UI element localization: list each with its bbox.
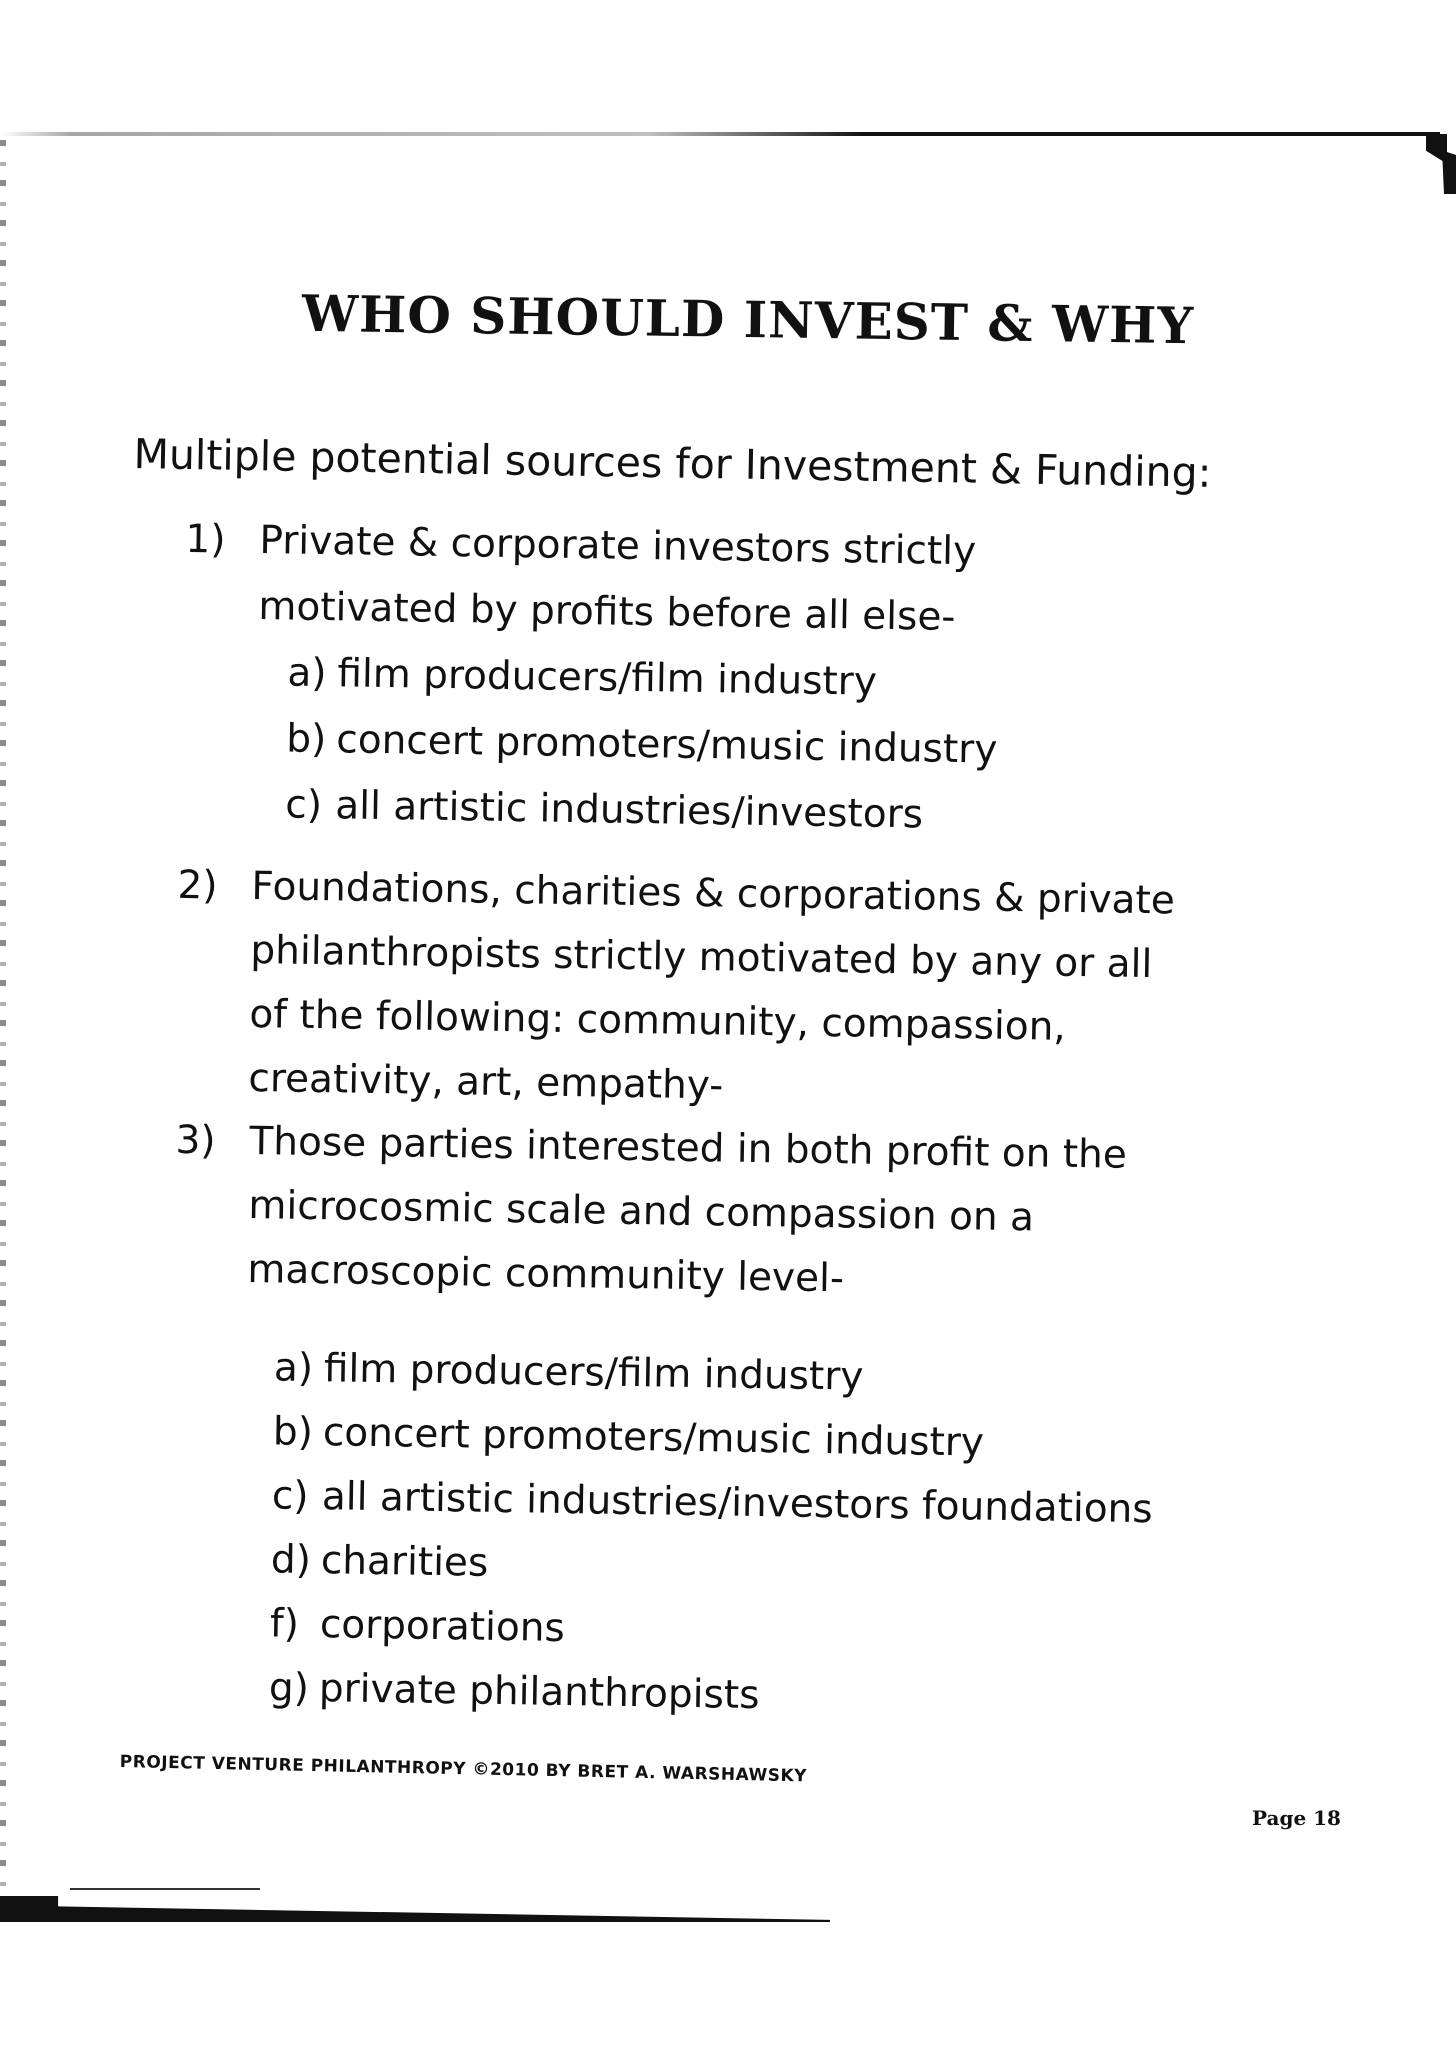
sublist-letter: b) (272, 1409, 314, 1456)
list-item-3 (175, 1110, 1159, 1316)
list-item-line: creativity, art, empathy- (248, 1055, 724, 1109)
scan-edge-bottom (0, 1896, 830, 1922)
scan-edge-corner (1426, 134, 1456, 194)
scan-edge-bottom-line (70, 1888, 260, 1890)
sublist-letter: b) (286, 716, 327, 763)
sublist (255, 640, 999, 850)
sublist-letter: a) (287, 650, 327, 697)
intro-text: Multiple potential sources for Investment & Funding: (133, 430, 1212, 497)
sublist-letter: g) (268, 1665, 310, 1711)
footer-credit: PROJECT VENTURE PHILANTHROPY ©2010 BY BRET A. WARSHAWSKY (119, 1752, 808, 1787)
list-item-line: macroscopic community level- (247, 1246, 845, 1302)
sublist-text: all artistic industries/investors foundations (321, 1474, 1154, 1533)
sublist-text: concert promoters/music industry (322, 1410, 985, 1466)
list-item-number: 2) (177, 862, 218, 909)
list-section-2 (177, 855, 1176, 1125)
sublist (240, 1336, 1155, 1734)
list-item-2 (177, 855, 1176, 1125)
sublist-text: all artistic industries/investors (334, 783, 924, 838)
list-item-1 (185, 508, 1001, 652)
sublist-item (287, 640, 999, 717)
list-section-3 (175, 1110, 1158, 1734)
sublist-letter: c) (284, 782, 323, 829)
list-item-line: motivated by profits before all else- (258, 583, 956, 640)
list-item-number: 1) (185, 516, 226, 563)
scan-edge-top (0, 132, 1440, 136)
sublist-text: film producers/film industry (323, 1346, 864, 1400)
sublist-item (286, 706, 998, 783)
sublist-item (285, 772, 997, 849)
scan-edge-left (0, 140, 6, 1900)
list-section-1 (185, 508, 1001, 850)
list-item-line: Those parties interested in both profit on the (249, 1118, 1128, 1178)
sublist-text: concert promoters/music industry (336, 717, 998, 773)
list-item-line: of the following: community, compassion, (249, 991, 1067, 1050)
sublist-text: charities (320, 1538, 489, 1586)
list-item-line: Private & corporate investors strictly (259, 517, 977, 575)
sublist-letter: f) (269, 1601, 300, 1647)
sublist-text: film producers/film industry (337, 651, 878, 705)
sublist-text: private philanthropists (318, 1666, 760, 1719)
sublist-text: corporations (319, 1602, 566, 1652)
list-item-line: philanthropists strictly motivated by any or all (250, 927, 1153, 988)
sublist-item (268, 1656, 1150, 1734)
list-item-line: Foundations, charities & corporations & private (251, 863, 1176, 924)
sublist-letter: c) (271, 1473, 309, 1519)
sublist-letter: a) (273, 1345, 314, 1392)
list-item-number: 3) (175, 1117, 216, 1164)
page-number: Page 18 (1252, 1806, 1341, 1830)
list-item-line: microcosmic scale and compassion on a (248, 1182, 1035, 1241)
page-title: WHO SHOULD INVEST & WHY (301, 283, 1195, 356)
sublist-letter: d) (270, 1537, 312, 1584)
